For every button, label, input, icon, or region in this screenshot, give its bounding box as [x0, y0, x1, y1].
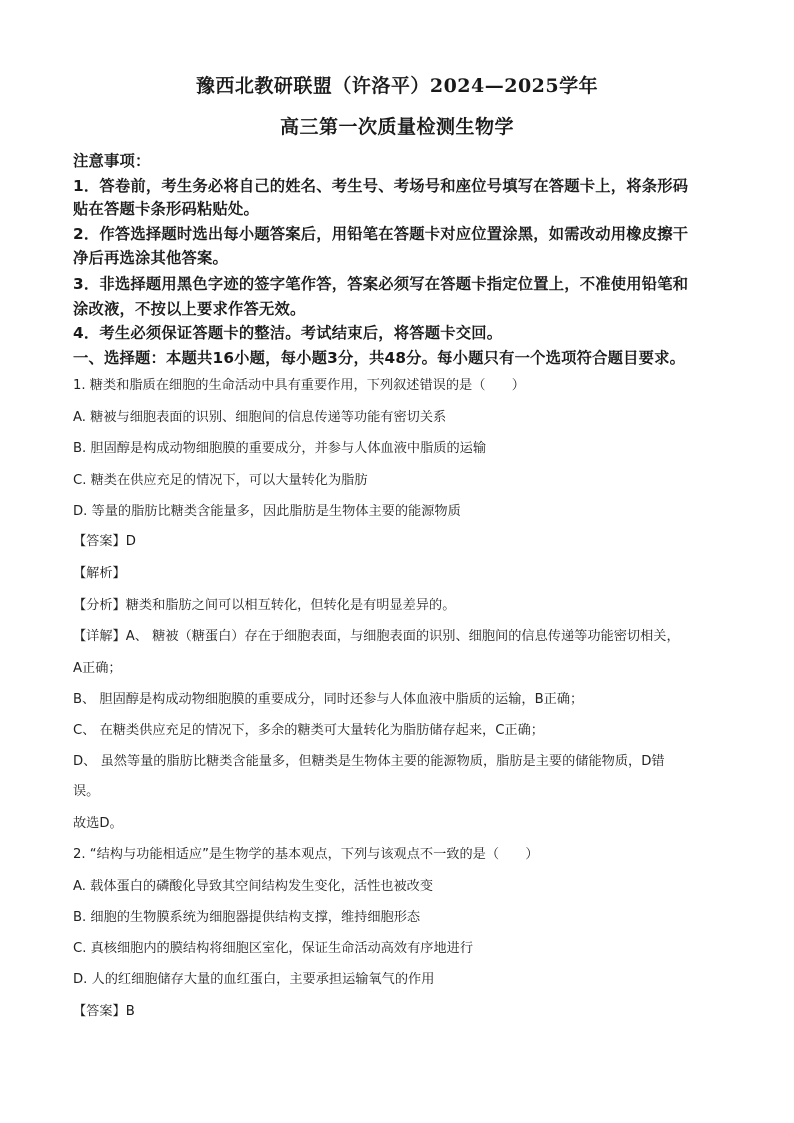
notice-item-1-cont: 贴在答题卡条形码粘贴处。: [73, 200, 259, 218]
notice-item-2: 2．作答选择题时选出每小题答案后，用铅笔在答题卡对应位置涂黑，如需改动用橡皮擦干: [73, 225, 689, 243]
notice-item-3-cont: 涂改液，不按以上要求作答无效。: [73, 300, 306, 318]
question-1-answer: 【答案】D: [73, 534, 136, 549]
notice-item-3: 3．非选择题用黑色字迹的签字笔作答，答案必须写在答题卡指定位置上，不准使用铅笔和: [73, 275, 689, 293]
question-1-option-a: A. 糖被与细胞表面的识别、细胞间的信息传递等功能有密切关系: [73, 410, 447, 425]
question-1-option-c: C. 糖类在供应充足的情况下，可以大量转化为脂肪: [73, 473, 368, 488]
question-1-conclusion: 故选D。: [73, 816, 123, 831]
question-1-option-b: B. 胆固醇是构成动物细胞膜的重要成分，并参与人体血液中脂质的运输: [73, 441, 487, 456]
question-2-option-c: C. 真核细胞内的膜结构将细胞区室化，保证生命活动高效有序地进行: [73, 941, 474, 956]
question-2-stem: 2. “结构与功能相适应”是生物学的基本观点，下列与该观点不一致的是（ ）: [73, 847, 539, 862]
question-2-answer: 【答案】B: [73, 1004, 135, 1019]
notice-heading: 注意事项：: [73, 152, 151, 170]
notice-item-2-cont: 净后再选涂其他答案。: [73, 249, 228, 267]
notice-item-1: 1．答卷前，考生务必将自己的姓名、考生号、考场号和座位号填写在答题卡上，将条形码: [73, 177, 689, 195]
question-1-analysis-tag: 【解析】: [73, 566, 126, 581]
question-1-analysis: 【分析】糖类和脂肪之间可以相互转化，但转化是有明显差异的。: [73, 598, 456, 613]
section-heading: 一、选择题：本题共16小题，每小题3分，共48分。每小题只有一个选项符合题目要求。: [73, 349, 686, 367]
question-1-detail-d: D、 虽然等量的脂肪比糖类含能量多，但糖类是生物体主要的能源物质，脂肪是主要的储能物质，D错: [73, 754, 665, 769]
question-1-detail-a-cont: A正确；: [73, 661, 122, 676]
question-1-stem: 1. 糖类和脂质在细胞的生命活动中具有重要作用，下列叙述错误的是（ ）: [73, 378, 525, 393]
question-1-option-d: D. 等量的脂肪比糖类含能量多，因此脂肪是生物体主要的能源物质: [73, 504, 461, 519]
exam-title-line2: 高三第一次质量检测生物学: [279, 116, 514, 138]
question-1-detail-a: 【详解】A、 糖被（糖蛋白）存在于细胞表面，与细胞表面的识别、细胞间的信息传递等功能密切相关，: [73, 629, 680, 644]
question-2-option-a: A. 载体蛋白的磷酸化导致其空间结构发生变化，活性也被改变: [73, 879, 434, 894]
notice-item-4: 4．考生必须保证答题卡的整洁。考试结束后，将答题卡交回。: [73, 324, 503, 342]
question-1-detail-d-cont: 误。: [73, 784, 100, 799]
question-1-detail-c: C、 在糖类供应充足的情况下，多余的糖类可大量转化为脂肪储存起来，C正确；: [73, 723, 544, 738]
question-2-option-d: D. 人的红细胞储存大量的血红蛋白，主要承担运输氧气的作用: [73, 972, 435, 987]
question-2-option-b: B. 细胞的生物膜系统为细胞器提供结构支撑，维持细胞形态: [73, 910, 421, 925]
exam-title-line1: 豫西北教研联盟（许洛平）2024—2025学年: [195, 75, 599, 97]
question-1-detail-b: B、 胆固醇是构成动物细胞膜的重要成分，同时还参与人体血液中脂质的运输，B正确；: [73, 692, 584, 707]
